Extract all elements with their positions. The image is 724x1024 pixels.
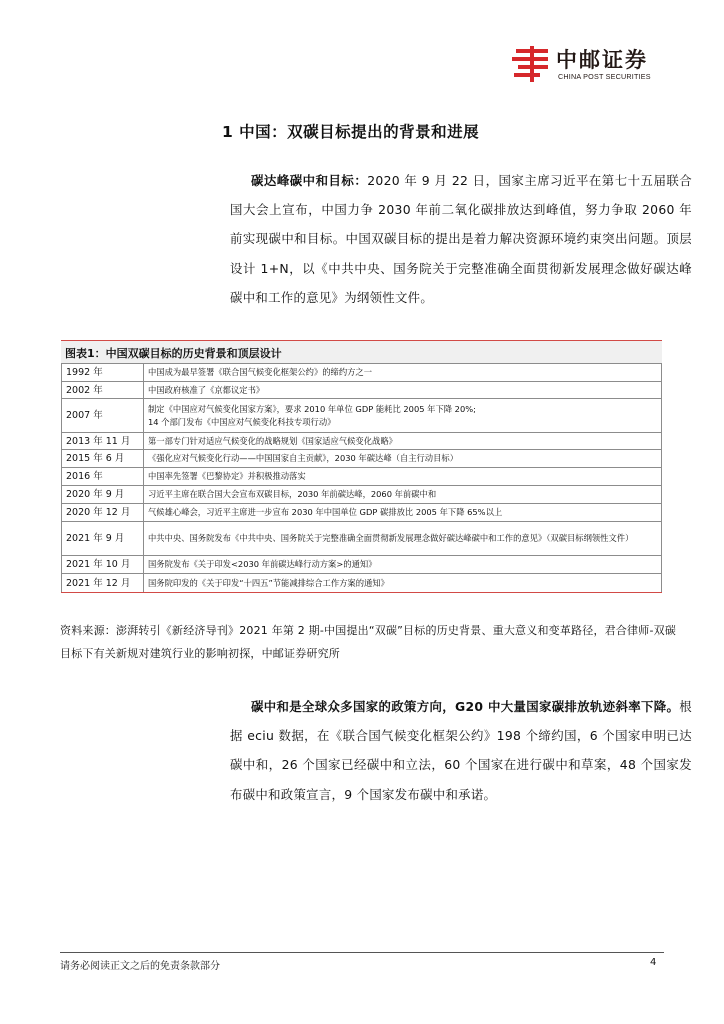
table-row — [62, 504, 662, 522]
paragraph-body: 根据 eciu 数据，在《联合国气候变化框架公约》198 个缔约国，6 个国家申明已达碳中和，26 个国家已经碳中和立法，60 个国家在进行碳中和草案，48 个国家发布碳中和政策宣言，9 个国家发布碳中和承诺。 — [230, 699, 692, 802]
table-cell-year: 2021 年 9 月 — [62, 522, 144, 556]
brand-name-cn: 中邮证券 — [556, 48, 648, 72]
paragraph-body: 2020 年 9 月 22 日，国家主席习近平在第七十五届联合国大会上宣布，中国力争 2030 年前二氧化碳排放达到峰值，努力争取 2060 年前实现碳中和目标。中国双碳目标的提出是着力解决资源环境约束突出问题。顶层设计 1+N，以《中共中央、国务院关于完整准确全面贯彻新发展理念做好碳达峰碳中和工作的意见》为纲领性文件。 — [230, 173, 692, 305]
table-cell-event: 国务院印发的《关于印发“十四五”节能减排综合工作方案的通知》 — [144, 574, 662, 593]
footer-divider — [60, 952, 664, 953]
table-row — [62, 468, 662, 486]
figure-title: 图表1：中国双碳目标的历史背景和顶层设计 — [65, 347, 282, 360]
table-cell-year: 2021 年 12 月 — [62, 574, 144, 593]
paragraph-lead: 碳中和是全球众多国家的政策方向，G20 中大量国家碳排放轨迹斜率下降。 — [251, 699, 680, 714]
table-cell-event: 气候雄心峰会，习近平主席进一步宣布 2030 年中国单位 GDP 碳排放比 2005 年下降 65%以上 — [144, 504, 662, 522]
table-cell-event: 第一部专门针对适应气候变化的战略规划《国家适应气候变化战略》 — [144, 433, 662, 450]
table-cell-line: 制定《中国应对气候变化国家方案》，要求 2010 年单位 GDP 能耗比 2005 年下降 20%; — [148, 403, 476, 414]
table-cell-year: 2020 年 12 月 — [62, 504, 144, 522]
brand-logo — [512, 44, 672, 84]
table-cell-year: 2002 年 — [62, 382, 144, 399]
table-row — [62, 364, 662, 382]
table-cell-year: 2016 年 — [62, 468, 144, 486]
table-row — [62, 556, 662, 574]
table-cell-event — [144, 399, 662, 433]
table-cell-event: 习近平主席在联合国大会宣布双碳目标，2030 年前碳达峰，2060 年前碳中和 — [144, 486, 662, 504]
footer-disclaimer: 请务必阅读正文之后的免责条款部分 — [60, 961, 220, 972]
history-table — [61, 363, 662, 593]
table-cell-year: 2007 年 — [62, 399, 144, 433]
section-title: 1 中国：双碳目标提出的背景和进展 — [222, 123, 480, 141]
paragraph-lead: 碳达峰碳中和目标： — [251, 173, 368, 188]
figure-source: 资料来源：澎湃转引《新经济导刊》2021 年第 2 期-中国提出“双碳”目标的历史背景、重大意义和变革路径，君合律师-双碳目标下有关新规对建筑行业的影响初探，中邮证券研究所 — [60, 624, 677, 660]
table-cell-event: 《强化应对气候变化行动——中国国家自主贡献》，2030 年碳达峰（自主行动目标） — [144, 450, 662, 468]
table-cell-event: 中国率先签署《巴黎协定》并积极推动落实 — [144, 468, 662, 486]
table-cell-year: 2020 年 9 月 — [62, 486, 144, 504]
paragraph-global-policy — [230, 692, 692, 809]
page-number: 4 — [650, 957, 657, 968]
table-cell-year: 2021 年 10 月 — [62, 556, 144, 574]
table-cell-year: 2013 年 11 月 — [62, 433, 144, 450]
table-cell-event: 中共中央、国务院发布《中共中央、国务院关于完整准确全面贯彻新发展理念做好碳达峰碳中和工作的意见》（双碳目标纲领性文件） — [144, 522, 662, 556]
figure-title-bar — [61, 340, 662, 364]
table-cell-event: 国务院发布《关于印发<2030 年前碳达峰行动方案>的通知》 — [144, 556, 662, 574]
table-row — [62, 574, 662, 593]
table-cell-year: 2015 年 6 月 — [62, 450, 144, 468]
brand-name-en: CHINA POST SECURITIES — [558, 72, 651, 81]
table-cell-event: 中国政府核准了《京都议定书》 — [144, 382, 662, 399]
table-row — [62, 486, 662, 504]
table-row — [62, 522, 662, 556]
paragraph-carbon-goals — [230, 166, 692, 312]
table-cell-line: 14 个部门发布《中国应对气候变化科技专项行动》 — [148, 416, 336, 427]
table-cell-event: 中国成为最早签署《联合国气候变化框架公约》的缔约方之一 — [144, 364, 662, 382]
table-row — [62, 399, 662, 433]
table-row — [62, 382, 662, 399]
table-row — [62, 450, 662, 468]
china-post-logo-icon — [512, 46, 552, 82]
table-cell-year: 1992 年 — [62, 364, 144, 382]
table-row — [62, 433, 662, 450]
